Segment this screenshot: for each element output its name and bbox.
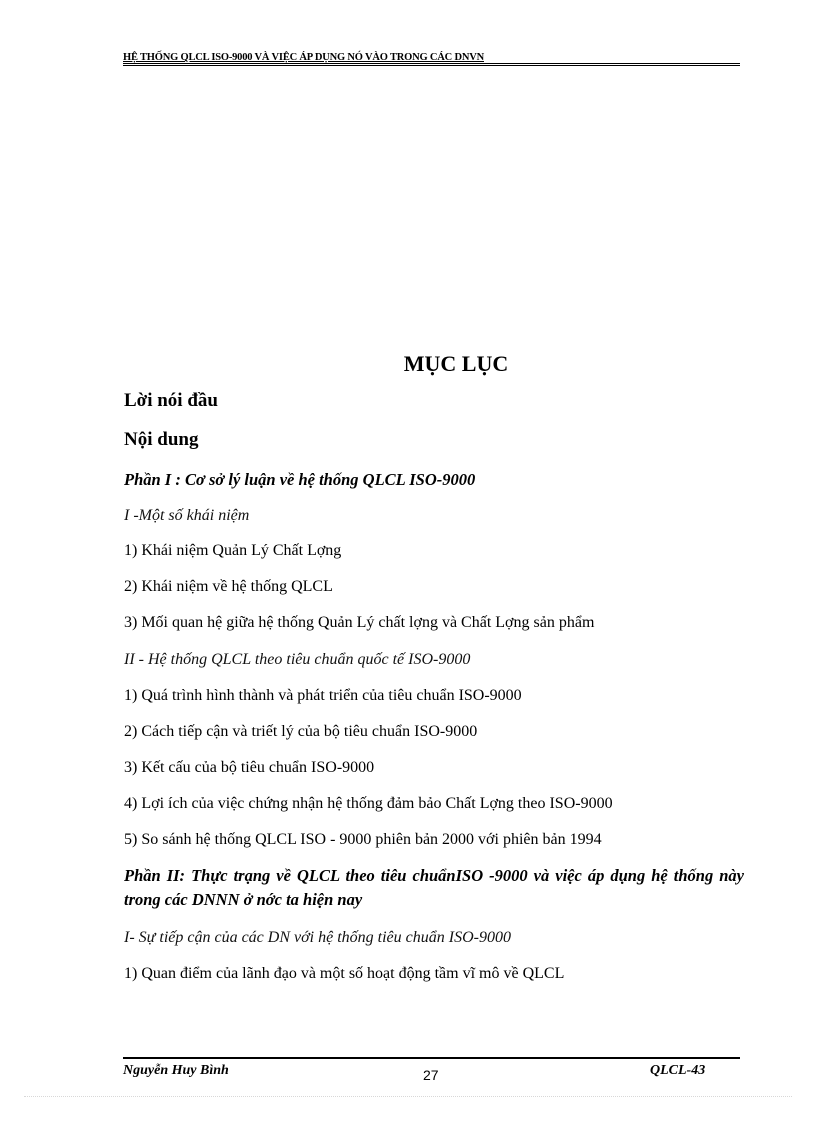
- toc-item: 1) Quan điểm của lãnh đạo và một số hoạt động tầm vĩ mô về QLCL: [124, 965, 565, 982]
- toc-item: 3) Kết cấu của bộ tiêu chuẩn ISO-9000: [124, 759, 375, 776]
- toc-part-1: Phần I : Cơ sở lý luận về hệ thống QLCL ISO-9000: [124, 470, 476, 489]
- footer-class-code: QLCL-43: [650, 1063, 706, 1078]
- footer-author: Nguyễn Huy Bình: [123, 1063, 229, 1078]
- toc-section-3: I- Sự tiếp cận của các DN với hệ thống tiêu chuẩn ISO-9000: [124, 929, 511, 946]
- toc-item: 1) Khái niệm Quản Lý Chất Lợng: [124, 542, 342, 559]
- toc-item: 2) Cách tiếp cận và triết lý của bộ tiêu chuẩn ISO-9000: [124, 723, 478, 740]
- toc-item: 4) Lợi ích của việc chứng nhận hệ thống đảm bảo Chất Lợng theo ISO-9000: [124, 795, 613, 812]
- page-bottom-divider: [24, 1096, 792, 1097]
- page-number: 27: [423, 1067, 439, 1083]
- footer-rule: [123, 1057, 740, 1059]
- toc-item: 3) Mối quan hệ giữa hệ thống Quản Lý chất lợng và Chất Lợng sản phẩm: [124, 614, 595, 631]
- toc-item: 1) Quá trình hình thành và phát triển của tiêu chuẩn ISO-9000: [124, 687, 522, 704]
- toc-item: 5) So sánh hệ thống QLCL ISO - 9000 phiên bản 2000 với phiên bản 1994: [124, 831, 602, 848]
- toc-item: 2) Khái niệm về hệ thống QLCL: [124, 578, 333, 595]
- toc-title: MỤC LỤC: [403, 351, 509, 376]
- toc-part-2: Phần II: Thực trạng về QLCL theo tiêu chuẩnISO -9000 và việc áp dụng hệ thống này trong các DNNN ở nớc ta hiện nay: [124, 866, 744, 909]
- header-rule: [123, 63, 740, 66]
- toc-content: Nội dung: [124, 429, 199, 450]
- toc-intro: Lời nói đầu: [124, 390, 218, 411]
- toc-section-1: I -Một số khái niệm: [124, 507, 250, 524]
- running-header: HỆ THỐNG QLCL ISO-9000 VÀ VIỆC ÁP DỤNG NÓ VÀO TRONG CÁC DNVN: [123, 52, 484, 63]
- toc-section-2: II - Hệ thống QLCL theo tiêu chuẩn quốc tế ISO-9000: [124, 651, 471, 668]
